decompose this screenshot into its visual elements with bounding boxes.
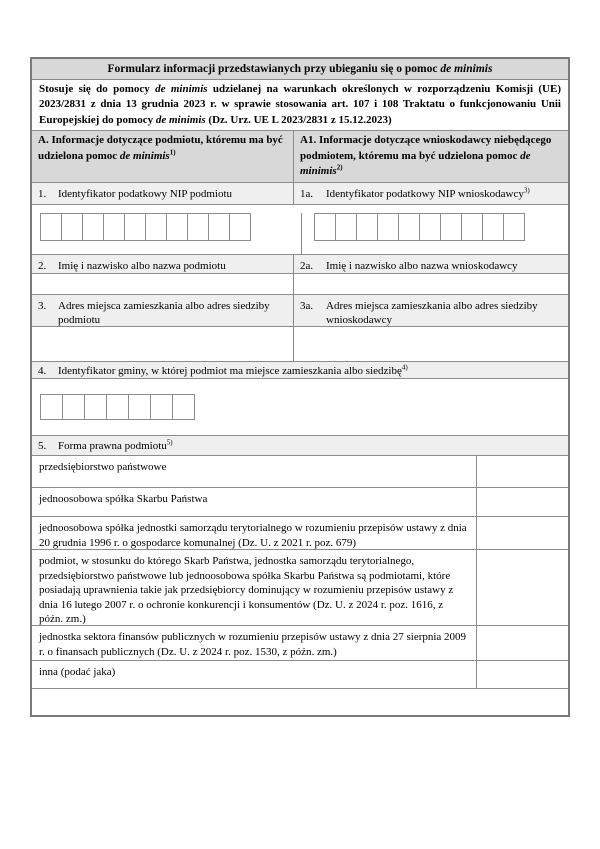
subject-address-input[interactable] [32, 327, 293, 361]
row-4-text [58, 364, 562, 378]
legal-form-3-checkbox-cell[interactable] [476, 550, 568, 626]
other-legal-form-input[interactable] [32, 689, 568, 715]
section-a1-header-footnote: 2) [336, 163, 343, 172]
applicant-nip-digit-box[interactable] [356, 213, 378, 241]
form-title [32, 59, 568, 80]
form-title-text: Formularz informacji przedstawianych przy ubieganiu się o pomoc [107, 63, 441, 75]
applicant-nip-digit-box[interactable] [482, 213, 504, 241]
row-5-text-inner: Forma prawna podmiotu [58, 440, 167, 452]
row-5-number: 5. [38, 440, 47, 452]
row-2-text: Imię i nazwisko albo nazwa podmiotu [58, 260, 226, 272]
applicant-address-input[interactable] [293, 327, 568, 361]
applicant-nip-field[interactable] [301, 213, 568, 254]
section-a1-header [293, 131, 568, 182]
gmina-digit-box[interactable] [150, 394, 173, 420]
section-a1-header-italic: de minimis [300, 149, 531, 177]
legal-form-1-label: jednoosobowa spółka Skarbu Państwa [39, 493, 208, 505]
legal-form-1-checkbox-cell[interactable] [476, 488, 568, 516]
gmina-digit-box[interactable] [106, 394, 129, 420]
row-5-label [32, 436, 568, 456]
intro-text-1: Stosuje się do pomocy [39, 83, 156, 95]
subject-nip-digit-box[interactable] [166, 213, 188, 241]
intro-italic-1: de minimis [155, 83, 208, 95]
legal-form-5-checkbox-cell[interactable] [476, 661, 568, 688]
section-a-header [32, 131, 293, 182]
form-intro [32, 80, 568, 131]
applicant-nip-digit-box[interactable] [398, 213, 420, 241]
gmina-digit-box[interactable] [40, 394, 63, 420]
subject-nip-digit-box[interactable] [145, 213, 167, 241]
legal-form-5-label: inna (podać jaka) [39, 666, 116, 678]
subject-nip-boxes [40, 213, 301, 241]
applicant-name-input[interactable] [293, 274, 568, 294]
legal-form-2-checkbox-cell[interactable] [476, 517, 568, 550]
row-5-text [58, 439, 562, 453]
legal-form-0-checkbox-cell[interactable] [476, 456, 568, 487]
applicant-nip-digit-box[interactable] [419, 213, 441, 241]
row-2-label [32, 255, 293, 273]
row-1a-label [293, 183, 568, 204]
row-2-number: 2. [38, 260, 47, 272]
row-1a-text [326, 187, 562, 201]
subject-nip-field[interactable] [40, 213, 301, 254]
row-4-number: 4. [38, 365, 47, 377]
gmina-digit-box[interactable] [84, 394, 107, 420]
legal-form-2-label: jednoosobowa spółka jednostki samorządu terytorialnego w rozumieniu przepisów ustawy z dnia 20 grudnia 1996 r. o gospodarce komunalnej (Dz. U. z 2021 r. poz. 679) [39, 522, 467, 549]
intro-text-3: (Dz. Urz. UE L 2023/2831 z 15.12.2023) [205, 113, 392, 126]
row-1-number: 1. [38, 188, 47, 200]
section-a1-header-text: A1. Informacje dotyczące wnioskodawcy niebędącego podmiotem, któremu ma być udzielona pomoc [300, 134, 552, 162]
de-minimis-form [30, 57, 570, 717]
subject-nip-digit-box[interactable] [229, 213, 251, 241]
row-1a-text-inner: Identyfikator podatkowy NIP wnioskodawcy [326, 188, 524, 200]
section-a-header-italic: de minimis [119, 149, 170, 162]
gmina-id-field[interactable] [32, 379, 568, 436]
row-3a-number: 3a. [300, 300, 314, 312]
row-3-number: 3. [38, 300, 47, 312]
applicant-nip-digit-box[interactable] [314, 213, 336, 241]
subject-nip-digit-box[interactable] [187, 213, 209, 241]
gmina-id-boxes [40, 394, 568, 420]
legal-form-4-checkbox-cell[interactable] [476, 626, 568, 660]
subject-nip-digit-box[interactable] [124, 213, 146, 241]
legal-form-4-label: jednostka sektora finansów publicznych w rozumieniu przepisów ustawy z dnia 27 sierpnia 2009 r. o finansach publicznych (Dz. U. z 2024 r. poz. 1530, z późn. zm.) [39, 631, 467, 658]
section-a-header-text: A. Informacje dotyczące podmiotu, któremu ma być udzielona pomoc [38, 134, 283, 162]
applicant-nip-digit-box[interactable] [440, 213, 462, 241]
row-1a-footnote: 3) [523, 186, 530, 195]
row-4-text-inner: Identyfikator gminy, w której podmiot ma miejsce zamieszkania albo siedzibę [58, 365, 402, 377]
row-2a-number: 2a. [300, 260, 314, 272]
section-a-header-footnote: 1) [169, 147, 176, 156]
subject-nip-digit-box[interactable] [40, 213, 62, 241]
form-title-italic: de minimis [440, 63, 493, 75]
row-2a-label [293, 255, 568, 273]
row-1-label [32, 183, 293, 204]
subject-nip-digit-box[interactable] [82, 213, 104, 241]
row-3a-label [293, 295, 568, 327]
row-2a-text: Imię i nazwisko albo nazwa wnioskodawcy [326, 260, 518, 272]
legal-form-0-label: przedsiębiorstwo państwowe [39, 461, 167, 473]
row-4-label [32, 362, 568, 379]
applicant-nip-digit-box[interactable] [377, 213, 399, 241]
subject-name-input[interactable] [32, 274, 293, 294]
subject-nip-digit-box[interactable] [61, 213, 83, 241]
gmina-digit-box[interactable] [172, 394, 195, 420]
intro-italic-2: de minimis [155, 113, 206, 126]
applicant-nip-digit-box[interactable] [461, 213, 483, 241]
row-3-text: Adres miejsca zamieszkania albo adres siedziby podmiotu [58, 300, 270, 326]
row-1-text: Identyfikator podatkowy NIP podmiotu [58, 188, 233, 200]
subject-nip-digit-box[interactable] [103, 213, 125, 241]
row-4-footnote: 4) [401, 363, 408, 372]
row-5-footnote: 5) [166, 438, 173, 447]
row-1a-number: 1a. [300, 188, 314, 200]
row-3a-text: Adres miejsca zamieszkania albo adres siedziby wnioskodawcy [326, 300, 538, 326]
intro-text-2: udzielanej na warunkach określonych w rozporządzeniu Komisji (UE) 2023/2831 z dnia 13 grudnia 2023 r. w sprawie stosowania art. 107 i 108 Traktatu o funkcjonowaniu Unii Europejskiej do pomocy [39, 83, 561, 126]
legal-form-3-label: podmiot, w stosunku do którego Skarb Państwa, jednostka samorządu terytorialnego, przedsiębiorstwo państwowe lub jednoosobowa spółka Skarbu Państwa są podmiotami, które posiadają uprawnienia takie jak przedsiębiorcy dominujący w rozumieniu przepisów ustawy z dnia 16 lutego 2007 r. o ochronie konkurencji i konsumentów (Dz. U. z 2024 r. poz. 1616, z późn. zm.) [39, 555, 454, 626]
applicant-nip-boxes [314, 213, 568, 241]
gmina-digit-box[interactable] [128, 394, 151, 420]
subject-nip-digit-box[interactable] [208, 213, 230, 241]
gmina-digit-box[interactable] [62, 394, 85, 420]
row-3-label [32, 295, 293, 327]
applicant-nip-digit-box[interactable] [335, 213, 357, 241]
applicant-nip-digit-box[interactable] [503, 213, 525, 241]
